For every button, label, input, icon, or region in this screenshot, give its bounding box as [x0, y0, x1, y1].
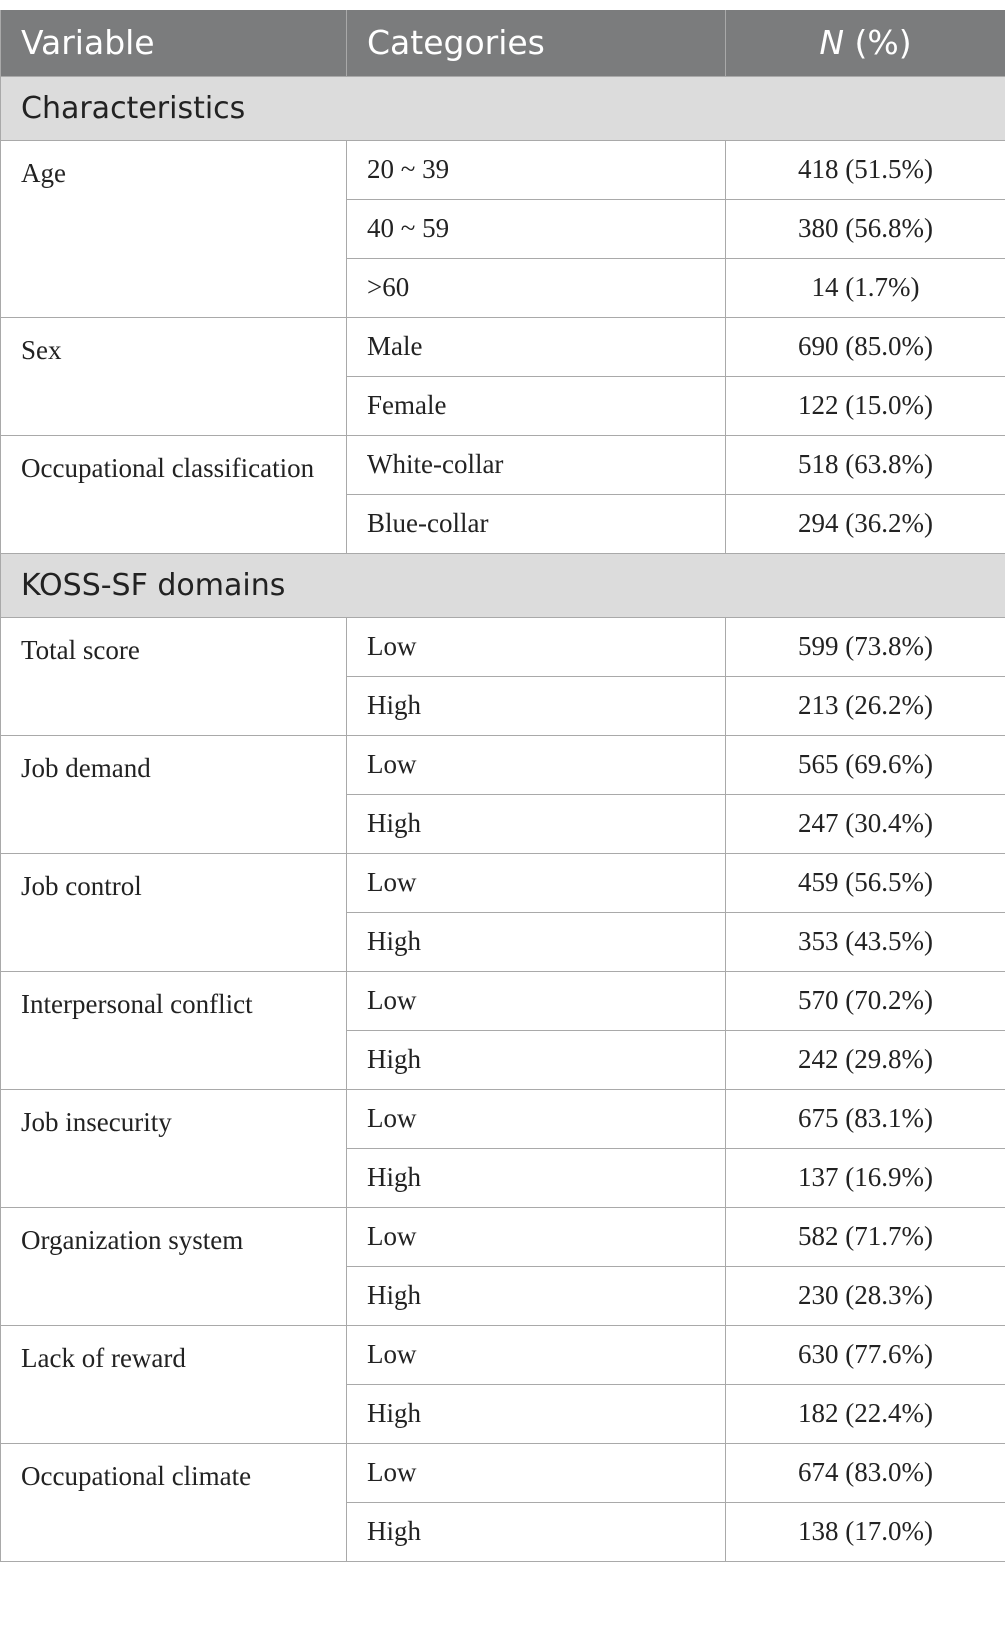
- variable-cell: [1, 435, 347, 553]
- table-row: [1, 735, 1005, 794]
- count-percent-cell: 137 (16.9%): [726, 1148, 1005, 1207]
- category-cell: High: [347, 1502, 726, 1561]
- category-cell: High: [347, 1266, 726, 1325]
- variable-cell: [1, 1089, 347, 1207]
- variable-name: Job insecurity: [21, 1106, 172, 1137]
- count-percent-cell: 182 (22.4%): [726, 1384, 1005, 1443]
- variable-name: Job demand: [21, 752, 151, 783]
- category-cell: High: [347, 912, 726, 971]
- category-cell: High: [347, 676, 726, 735]
- section-title: KOSS-SF domains: [1, 553, 1005, 617]
- count-percent-cell: 518 (63.8%): [726, 435, 1005, 494]
- header-percent: (%): [844, 23, 912, 63]
- category-cell: 40 ~ 59: [347, 199, 726, 258]
- table-row: [1, 971, 1005, 1030]
- count-percent-cell: 674 (83.0%): [726, 1443, 1005, 1502]
- category-cell: Low: [347, 1443, 726, 1502]
- variable-name: Organization system: [21, 1224, 244, 1255]
- count-percent-cell: 459 (56.5%): [726, 853, 1005, 912]
- table-row: [1, 317, 1005, 376]
- count-percent-cell: 418 (51.5%): [726, 140, 1005, 199]
- table-row: [1, 1089, 1005, 1148]
- table-row: [1, 1443, 1005, 1502]
- count-percent-cell: 14 (1.7%): [726, 258, 1005, 317]
- category-cell: High: [347, 1030, 726, 1089]
- count-percent-cell: 294 (36.2%): [726, 494, 1005, 553]
- category-cell: Low: [347, 735, 726, 794]
- category-cell: >60: [347, 258, 726, 317]
- variable-name: Interpersonal conflict: [21, 988, 253, 1019]
- header-variable: Variable: [1, 10, 347, 76]
- category-cell: Blue-collar: [347, 494, 726, 553]
- count-percent-cell: 690 (85.0%): [726, 317, 1005, 376]
- table-body: [1, 76, 1005, 1561]
- section-title: Characteristics: [1, 76, 1005, 140]
- category-cell: Low: [347, 853, 726, 912]
- count-percent-cell: 570 (70.2%): [726, 971, 1005, 1030]
- count-percent-cell: 230 (28.3%): [726, 1266, 1005, 1325]
- variable-cell: [1, 1325, 347, 1443]
- table-row: [1, 853, 1005, 912]
- category-cell: Male: [347, 317, 726, 376]
- count-percent-cell: 213 (26.2%): [726, 676, 1005, 735]
- category-cell: Low: [347, 617, 726, 676]
- header-n: N: [819, 23, 845, 63]
- count-percent-cell: 599 (73.8%): [726, 617, 1005, 676]
- header-n-percent: [726, 10, 1005, 76]
- table-header: [1, 10, 1005, 76]
- table-row: [1, 617, 1005, 676]
- category-cell: Low: [347, 1207, 726, 1266]
- count-percent-cell: 247 (30.4%): [726, 794, 1005, 853]
- variable-cell: [1, 317, 347, 435]
- count-percent-cell: 565 (69.6%): [726, 735, 1005, 794]
- variable-name: Occupational climate: [21, 1460, 252, 1491]
- section-row: [1, 553, 1005, 617]
- variable-cell: [1, 735, 347, 853]
- variable-cell: [1, 1207, 347, 1325]
- category-cell: Low: [347, 971, 726, 1030]
- category-cell: High: [347, 1384, 726, 1443]
- category-cell: White-collar: [347, 435, 726, 494]
- count-percent-cell: 582 (71.7%): [726, 1207, 1005, 1266]
- variable-cell: [1, 1443, 347, 1561]
- count-percent-cell: 242 (29.8%): [726, 1030, 1005, 1089]
- variable-cell: [1, 617, 347, 735]
- count-percent-cell: 353 (43.5%): [726, 912, 1005, 971]
- variable-name: Job control: [21, 870, 142, 901]
- category-cell: High: [347, 1148, 726, 1207]
- count-percent-cell: 380 (56.8%): [726, 199, 1005, 258]
- variable-name: Occupational classification: [21, 452, 315, 483]
- variable-cell: [1, 971, 347, 1089]
- category-cell: 20 ~ 39: [347, 140, 726, 199]
- variable-name: Age: [21, 157, 66, 188]
- variable-name: Sex: [21, 334, 62, 365]
- variable-cell: [1, 853, 347, 971]
- category-cell: Low: [347, 1325, 726, 1384]
- category-cell: High: [347, 794, 726, 853]
- data-table: [0, 10, 1005, 1562]
- variable-cell: [1, 140, 347, 317]
- table-row: [1, 140, 1005, 199]
- count-percent-cell: 675 (83.1%): [726, 1089, 1005, 1148]
- header-categories: Categories: [347, 10, 726, 76]
- variable-name: Total score: [21, 634, 140, 665]
- table-row: [1, 1325, 1005, 1384]
- section-row: [1, 76, 1005, 140]
- header-row: [1, 10, 1005, 76]
- count-percent-cell: 122 (15.0%): [726, 376, 1005, 435]
- category-cell: Female: [347, 376, 726, 435]
- count-percent-cell: 138 (17.0%): [726, 1502, 1005, 1561]
- count-percent-cell: 630 (77.6%): [726, 1325, 1005, 1384]
- table-row: [1, 435, 1005, 494]
- category-cell: Low: [347, 1089, 726, 1148]
- variable-name: Lack of reward: [21, 1342, 186, 1373]
- table-row: [1, 1207, 1005, 1266]
